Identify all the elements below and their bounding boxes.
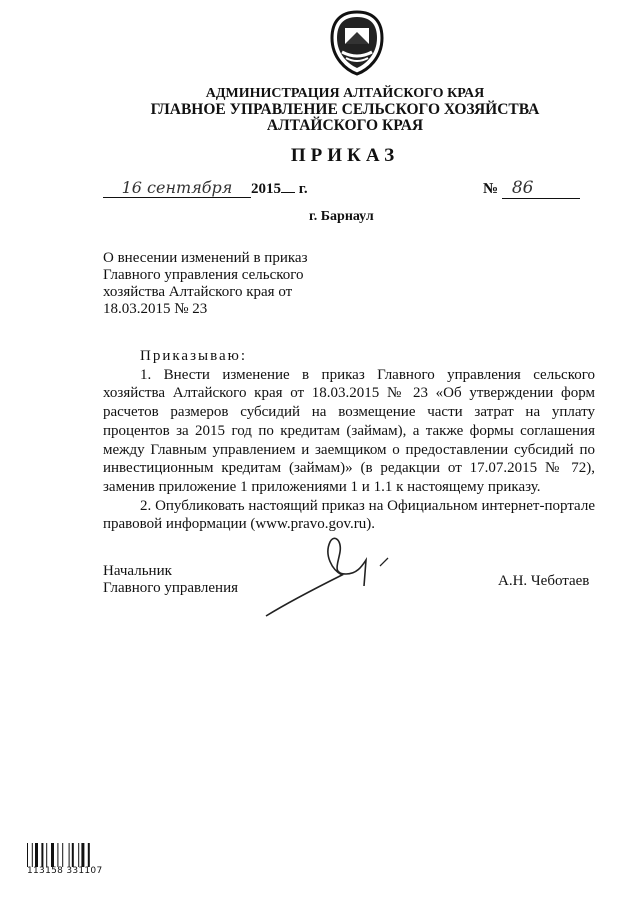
date-handwritten: 16 сентября <box>103 178 251 198</box>
barcode-bar <box>81 843 84 867</box>
signatory-name: А.Н. Чеботаев <box>498 573 590 589</box>
barcode-bar <box>78 843 79 867</box>
number-handwritten: 86 <box>502 178 580 199</box>
city: г. Барнаул <box>309 209 374 224</box>
position-line-1: Начальник <box>103 563 172 579</box>
barcode-bar <box>27 843 28 867</box>
signatory-position <box>103 563 238 597</box>
order-paragraph-1: 1. Внести изменение в приказ Главного управления сельского хозяйства Алтайского края от 18.03.2015 № 23 «Об утверждении форм расчетов размеров субсидий на возмещение части затрат на уплату процентов за 2015 год по кредитам (займам), а также формы соглашения между Главным управлением и заемщиком о предоставлении субсидий по инвестиционным кредитам (займам)» (в редакции от 17.07.2015 № 72), заменив приложение 1 приложениями 1 и 1.1 к настоящему приказу. <box>103 366 595 495</box>
order-paragraph-2: 2. Опубликовать настоящий приказ на Официальном интернет-портале правовой информации (www.pravo.gov.ru). <box>103 497 595 533</box>
barcode-bar <box>35 843 38 867</box>
barcode-bar <box>88 843 90 867</box>
document-title: ПРИКАЗ <box>290 145 400 166</box>
barcode-number: 113158 331107 <box>27 866 103 876</box>
barcode-bar <box>72 843 74 867</box>
position-line-2: Главного управления <box>103 580 238 596</box>
date-suffix: г. <box>298 181 308 197</box>
date-year: 2015 <box>251 181 281 197</box>
barcode-bar <box>51 843 54 867</box>
number-label: № <box>483 181 499 197</box>
barcode-bar <box>62 843 63 867</box>
handwritten-signature <box>262 530 402 625</box>
header-line-2: ГЛАВНОЕ УПРАВЛЕНИЕ СЕЛЬСКОГО ХОЗЯЙСТВА <box>150 101 540 118</box>
number-line <box>483 178 580 199</box>
date-line <box>103 178 308 198</box>
header-line-1: АДМИНИСТРАЦИЯ АЛТАЙСКОГО КРАЯ <box>205 86 485 101</box>
barcode-bar <box>57 843 58 867</box>
barcode-bar <box>41 843 43 867</box>
order-intro: Приказываю: <box>140 348 247 364</box>
order-body <box>103 347 595 534</box>
order-subject: О внесении изменений в приказ Главного управления сельского хозяйства Алтайского края от 18.03.2015 № 23 <box>103 250 308 317</box>
barcode-bar <box>46 843 47 867</box>
barcode-bar <box>32 843 33 867</box>
header-line-3: АЛТАЙСКОГО КРАЯ <box>266 117 424 134</box>
coat-of-arms-emblem <box>328 10 386 76</box>
barcode-bar <box>69 843 70 867</box>
